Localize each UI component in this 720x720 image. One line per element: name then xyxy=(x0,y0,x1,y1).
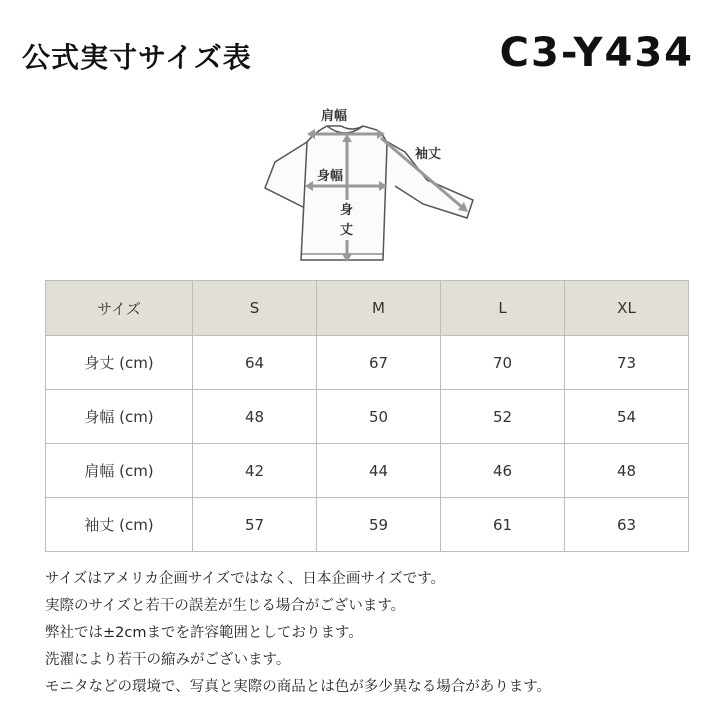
notes xyxy=(45,566,551,701)
svg-text:身: 身 xyxy=(340,203,354,218)
header-cell: S xyxy=(193,281,317,336)
note-line: サイズはアメリカ企画サイズではなく、日本企画サイズです。 xyxy=(45,571,446,587)
note-line: 実際のサイズと若干の誤差が生じる場合がございます。 xyxy=(45,598,406,614)
table-row xyxy=(46,390,689,444)
table-cell: 44 xyxy=(317,444,441,498)
table-cell: 63 xyxy=(565,498,689,552)
page-title: 公式実寸サイズ表 xyxy=(22,41,252,74)
table-header-row xyxy=(46,281,689,336)
table-cell: 64 xyxy=(193,336,317,390)
table-cell: 67 xyxy=(317,336,441,390)
shoulder-label: 肩幅 xyxy=(321,109,348,124)
note-line: 洗濯により若干の縮みがございます。 xyxy=(45,652,291,668)
table-cell: 54 xyxy=(565,390,689,444)
table-row xyxy=(46,444,689,498)
table-cell: 48 xyxy=(193,390,317,444)
size-table xyxy=(45,280,689,552)
table-cell: 42 xyxy=(193,444,317,498)
row-label: 袖丈 (cm) xyxy=(46,498,193,552)
svg-text:丈: 丈 xyxy=(340,223,354,238)
header-cell: XL xyxy=(565,281,689,336)
table-row xyxy=(46,336,689,390)
table-cell: 50 xyxy=(317,390,441,444)
table-row xyxy=(46,498,689,552)
table-cell: 73 xyxy=(565,336,689,390)
sleeve-label: 袖丈 xyxy=(415,147,442,162)
table-cell: 57 xyxy=(193,498,317,552)
garment-diagram xyxy=(255,100,485,270)
product-code: C3-Y434 xyxy=(499,30,694,76)
table-cell: 52 xyxy=(441,390,565,444)
table-cell: 70 xyxy=(441,336,565,390)
row-label: 身幅 (cm) xyxy=(46,390,193,444)
note-line: モニタなどの環境で、写真と実際の商品とは色が多少異なる場合があります。 xyxy=(45,679,552,695)
width-label: 身幅 xyxy=(317,169,344,184)
note-line: 弊社では±2cmまでを許容範囲としております。 xyxy=(45,625,363,641)
table-cell: 61 xyxy=(441,498,565,552)
length-label xyxy=(337,200,355,240)
header-cell: M xyxy=(317,281,441,336)
header-cell: サイズ xyxy=(46,281,193,336)
table-cell: 48 xyxy=(565,444,689,498)
table-cell: 46 xyxy=(441,444,565,498)
row-label: 身丈 (cm) xyxy=(46,336,193,390)
header-cell: L xyxy=(441,281,565,336)
table-cell: 59 xyxy=(317,498,441,552)
row-label: 肩幅 (cm) xyxy=(46,444,193,498)
